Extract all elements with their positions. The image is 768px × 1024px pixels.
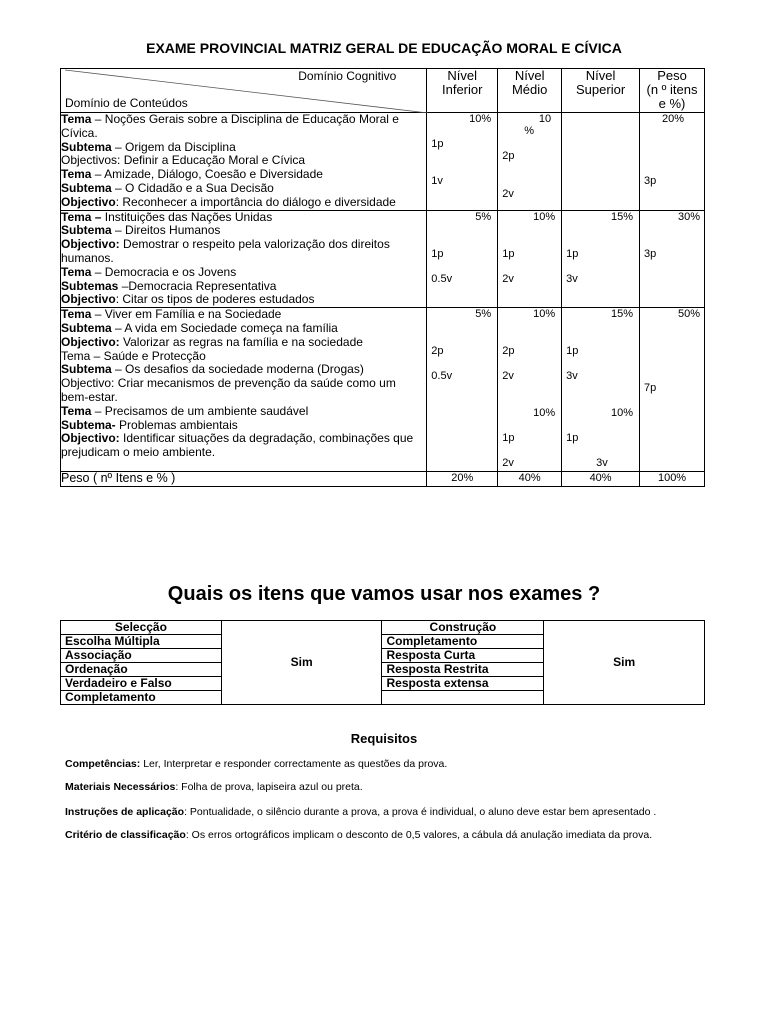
row2-peso: 30% 3p	[640, 210, 705, 308]
content-line: Objectivo: Criar mecanismos de prevenção da saúde como um	[61, 376, 396, 391]
requisito-criterio: Critério de classificação: Os erros ortográficos implicam o desconto de 0,5 valores, a cábula dá anulação imediata da prova.	[65, 829, 653, 841]
corner-bottom-label: Domínio de Conteúdos	[65, 96, 188, 110]
row2-content	[61, 210, 427, 308]
construcao-item-empty	[382, 691, 544, 705]
requisitos-title: Requisitos	[350, 731, 418, 746]
matrix-table	[60, 68, 705, 487]
row2-superior: 15% 1p 3v	[562, 210, 640, 308]
row2-inferior: 5% 1p 0.5v	[427, 210, 498, 308]
matrix-row-1	[61, 113, 705, 211]
seleccao-item: Escolha Múltipla	[61, 635, 222, 649]
content-line: Subtema – A vida em Sociedade começa na família	[61, 320, 338, 335]
content-line: prejudicam o meio ambiente.	[61, 445, 216, 460]
construcao-item: Resposta extensa	[382, 677, 544, 691]
content-line: Tema – Noções Gerais sobre a Disciplina de Educação Moral e	[61, 112, 399, 126]
items-heading: Quais os itens que vamos usar nos exames ?	[167, 583, 601, 605]
header-nivel-medio: Nível Médio	[498, 69, 562, 113]
content-line: Subtema – Origem da Disciplina	[61, 139, 236, 154]
total-superior: 40%	[562, 472, 640, 487]
content-line: Subtemas –Democracia Representativa	[61, 278, 277, 293]
content-line: Objectivo: Reconhecer a importância do diálogo e diversidade	[61, 194, 396, 209]
content-line: Objectivos: Definir a Educação Moral e Cívica	[61, 153, 306, 168]
seleccao-item: Verdadeiro e Falso	[61, 677, 222, 691]
seleccao-item: Associação	[61, 649, 222, 663]
construcao-item: Completamento	[382, 635, 544, 649]
header-nivel-inferior: Nível Inferior	[427, 69, 498, 113]
total-medio: 40%	[498, 472, 562, 487]
page-title: EXAME PROVINCIAL MATRIZ GERAL DE EDUCAÇÃO MORAL E CÍVICA	[146, 40, 622, 56]
requisito-competencias: Competências: Ler, Interpretar e responder correctamente as questões da prova.	[65, 758, 448, 770]
row1-medio: 10 % 2p 2v	[498, 113, 562, 211]
matrix-header-row	[61, 69, 705, 113]
total-peso: 100%	[640, 472, 705, 487]
seleccao-sim: Sim	[221, 621, 382, 705]
matrix-row-2	[61, 210, 705, 308]
content-line: Subtema- Problemas ambientais	[61, 417, 238, 432]
header-nivel-superior: Nível Superior	[562, 69, 640, 113]
row1-content	[61, 113, 427, 211]
content-line: Objectivo: Demostrar o respeito pela valorização dos direitos	[61, 237, 390, 252]
content-line: Cívica.	[61, 125, 98, 140]
row3-peso: 50% 7p	[640, 308, 705, 472]
row2-medio: 10% 1p 2v	[498, 210, 562, 308]
content-line: Objectivo: Citar os tipos de poderes estudados	[61, 292, 315, 307]
content-line: Objectivo: Identificar situações da degradação, combinações que	[61, 431, 414, 446]
corner-cell	[61, 69, 427, 113]
requisito-materiais: Materiais Necessários: Folha de prova, lapiseira azul ou preta.	[65, 781, 363, 793]
row1-superior	[562, 113, 640, 211]
construcao-header: Construção	[382, 621, 544, 635]
matrix-total-row	[61, 472, 705, 487]
matrix-row-3	[61, 308, 705, 472]
construcao-item: Resposta Curta	[382, 649, 544, 663]
content-line: bem-estar.	[61, 389, 118, 404]
content-line: Tema – Amizade, Diálogo, Coesão e Diversidade	[61, 167, 323, 182]
construcao-sim: Sim	[544, 621, 705, 705]
row1-inferior: 10% 1p 1v	[427, 113, 498, 211]
content-line: Tema – Saúde e Protecção	[61, 348, 206, 363]
header-peso: Peso (n º itens e %)	[640, 69, 705, 113]
content-line: Tema – Democracia e os Jovens	[61, 264, 237, 279]
row3-medio: 10% 2p 2v 10% 1p 2v	[498, 308, 562, 472]
content-line: Tema – Viver em Família e na Sociedade	[61, 307, 282, 322]
row3-superior: 15% 1p 3v 10% 1p 3v	[562, 308, 640, 472]
content-line: Subtema – O Cidadão e a Sua Decisão	[61, 180, 274, 195]
content-line: Tema – Precisamos de um ambiente saudável	[61, 403, 309, 418]
construcao-item: Resposta Restrita	[382, 663, 544, 677]
seleccao-item: Completamento	[61, 691, 222, 705]
items-table	[60, 620, 705, 705]
row1-peso: 20% 3p	[640, 113, 705, 211]
seleccao-item: Ordenação	[61, 663, 222, 677]
seleccao-header: Selecção	[61, 621, 222, 635]
content-line: Subtema – Direitos Humanos	[61, 223, 221, 238]
row3-content	[61, 308, 427, 472]
row3-inferior: 5% 2p 0.5v	[427, 308, 498, 472]
content-line: Objectivo: Valorizar as regras na família e na sociedade	[61, 334, 363, 349]
total-inferior: 20%	[427, 472, 498, 487]
content-line: humanos.	[61, 250, 114, 265]
requisito-instrucoes: Instruções de aplicação: Pontualidade, o silêncio durante a prova, a prova é individual, o aluno deve estar bem apresentado .	[65, 806, 657, 818]
total-label: Peso ( nº Itens e % )	[61, 472, 427, 487]
content-line: Tema – Instituições das Nações Unidas	[61, 209, 273, 224]
corner-top-label: Domínio Cognitivo	[298, 69, 397, 83]
content-line: Subtema – Os desafios da sociedade moderna (Drogas)	[61, 362, 364, 377]
